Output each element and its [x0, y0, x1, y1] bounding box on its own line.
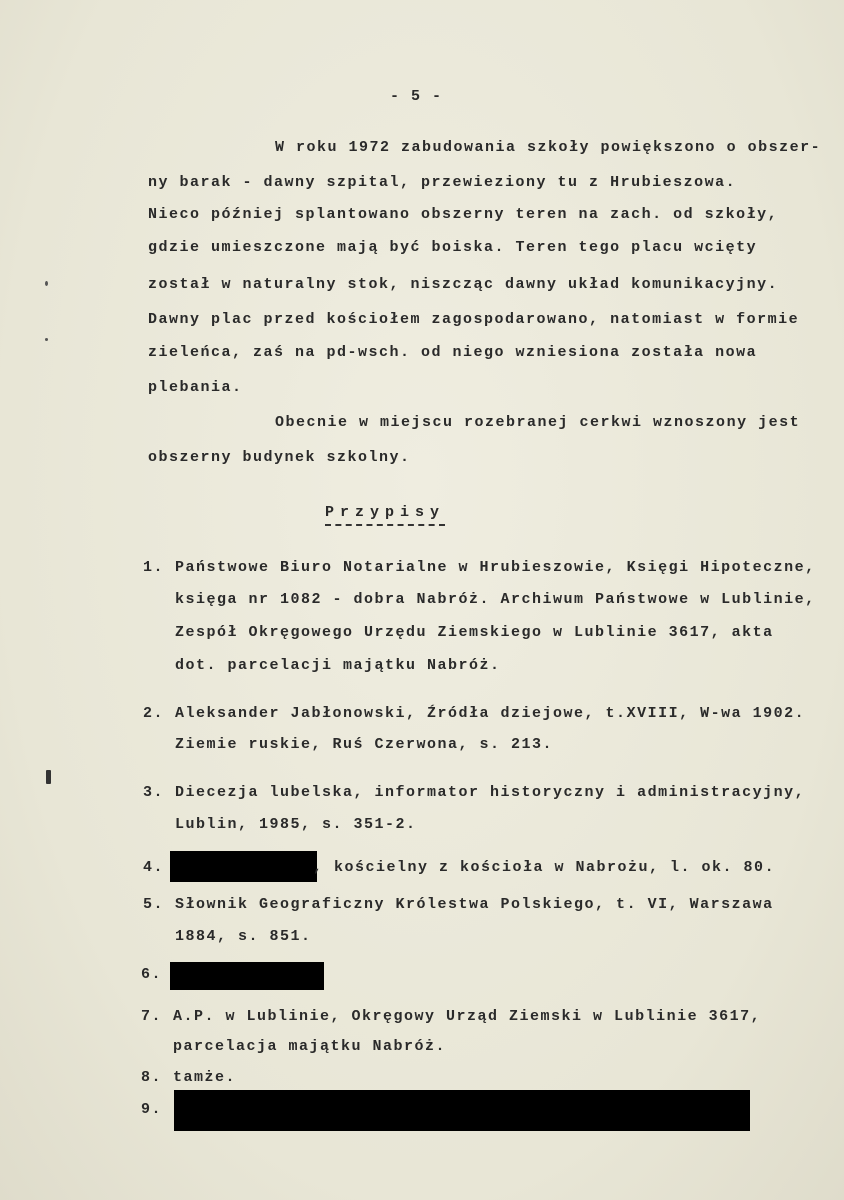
- body-line: ny barak - dawny szpital, przewieziony tu z Hrubieszowa.: [148, 174, 737, 191]
- footnote-number: 3.: [143, 784, 165, 801]
- footnote-line: dot. parcelacji majątku Nabróż.: [175, 657, 501, 674]
- footnote-line: Ziemie ruskie, Ruś Czerwona, s. 213.: [175, 736, 554, 753]
- body-line: obszerny budynek szkolny.: [148, 449, 411, 466]
- redaction-box: [170, 962, 324, 990]
- footnote-line: 1884, s. 851.: [175, 928, 312, 945]
- footnote-number: 1.: [143, 559, 165, 576]
- footnote-line: A.P. w Lublinie, Okręgowy Urząd Ziemski w Lublinie 3617,: [173, 1008, 762, 1025]
- footnote-line: Diecezja lubelska, informator historyczny i administracyjny,: [175, 784, 806, 801]
- page-number: - 5 -: [390, 88, 443, 105]
- paper-mark: [46, 770, 51, 784]
- footnote-line: Słownik Geograficzny Królestwa Polskiego, t. VI, Warszawa: [175, 896, 774, 913]
- footnote-line: księga nr 1082 - dobra Nabróż. Archiwum Państwowe w Lublinie,: [175, 591, 816, 608]
- body-line: plebania.: [148, 379, 243, 396]
- footnote-number: 8.: [141, 1069, 163, 1086]
- body-line: W roku 1972 zabudowania szkoły powiększono o obszer-: [275, 139, 822, 156]
- footnote-number: 7.: [141, 1008, 163, 1025]
- body-line: zieleńca, zaś na pd-wsch. od niego wzniesiona została nowa: [148, 344, 758, 361]
- body-line: Nieco później splantowano obszerny teren na zach. od szkoły,: [148, 206, 779, 223]
- redaction-box: [170, 851, 317, 882]
- body-line: został w naturalny stok, niszcząc dawny układ komunikacyjny.: [148, 276, 779, 293]
- footnote-number: 6.: [141, 966, 163, 983]
- footnotes-heading: Przypisy: [325, 503, 445, 526]
- footnote-line: , kościelny z kościoła w Nabrożu, l. ok. 80.: [313, 859, 776, 876]
- paper-speck: [45, 281, 48, 286]
- redaction-box: [174, 1090, 750, 1131]
- footnote-number: 4.: [143, 859, 165, 876]
- footnote-line: Zespół Okręgowego Urzędu Ziemskiego w Lublinie 3617, akta: [175, 624, 774, 641]
- body-line: Dawny plac przed kościołem zagospodarowano, natomiast w formie: [148, 311, 800, 328]
- paper-speck: [45, 338, 48, 341]
- footnote-line: tamże.: [173, 1069, 237, 1086]
- footnote-number: 5.: [143, 896, 165, 913]
- footnote-line: Państwowe Biuro Notarialne w Hrubieszowie, Księgi Hipoteczne,: [175, 559, 816, 576]
- body-line: Obecnie w miejscu rozebranej cerkwi wznoszony jest: [275, 414, 801, 431]
- footnote-line: parcelacja majątku Nabróż.: [173, 1038, 447, 1055]
- footnote-number: 9.: [141, 1101, 163, 1118]
- footnote-line: Aleksander Jabłonowski, Źródła dziejowe, t.XVIII, W-wa 1902.: [175, 705, 806, 722]
- footnote-line: Lublin, 1985, s. 351-2.: [175, 816, 417, 833]
- body-line: gdzie umieszczone mają być boiska. Teren tego placu wcięty: [148, 239, 758, 256]
- footnote-number: 2.: [143, 705, 165, 722]
